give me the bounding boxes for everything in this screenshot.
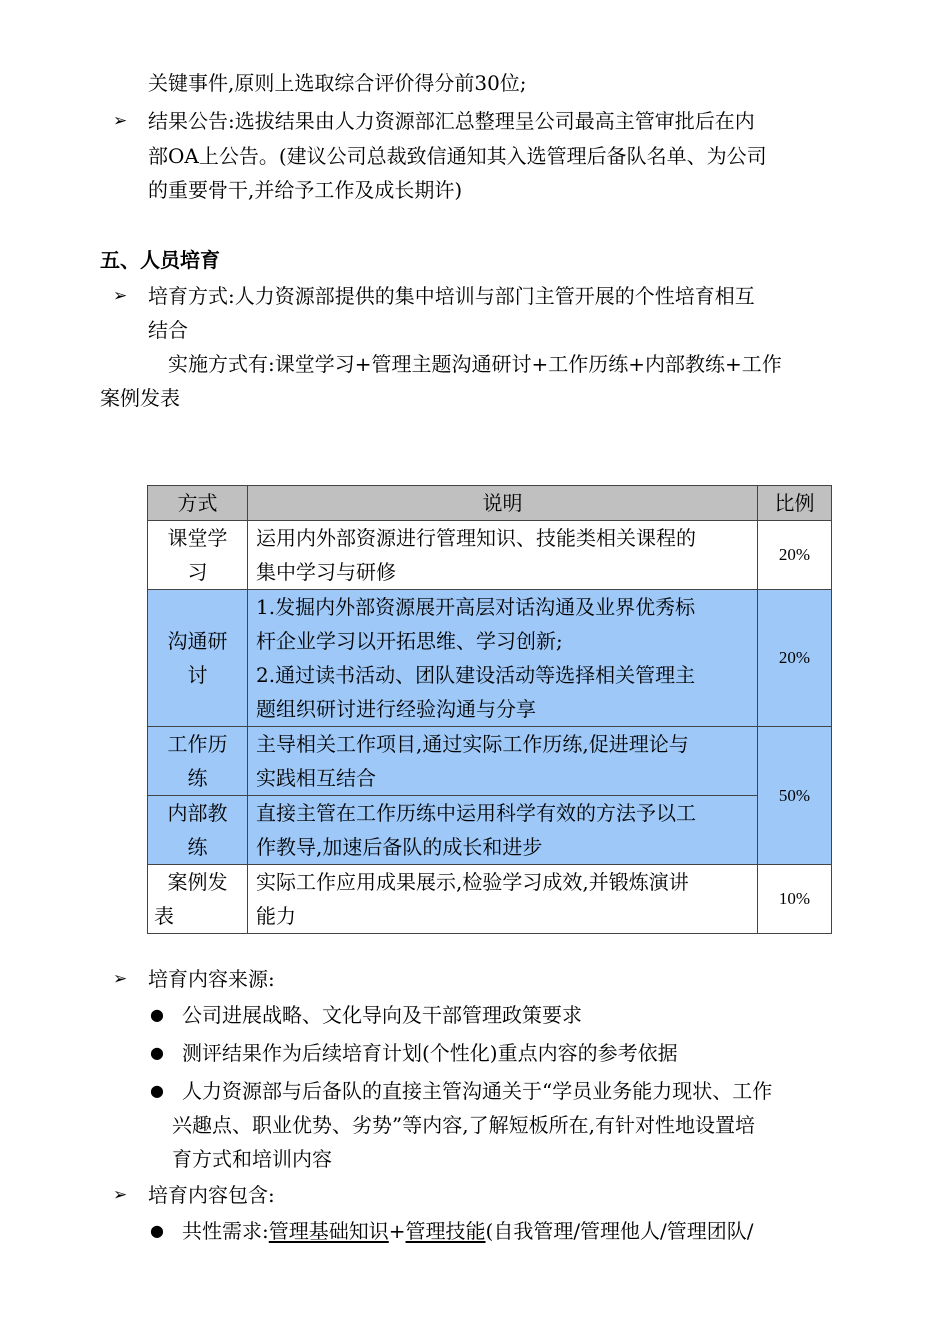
description-cell xyxy=(248,521,758,590)
common-needs-label: 共性需求: xyxy=(182,1219,269,1243)
content-source-title: 培育内容来源: xyxy=(148,967,275,991)
method-cell xyxy=(148,865,248,934)
dot-bullet-icon: ● xyxy=(150,1005,164,1024)
table-row xyxy=(148,521,832,590)
content-source-item-3-line-3: 育方式和培训内容 xyxy=(172,1147,332,1171)
method-text: 练 xyxy=(187,766,208,790)
intro-line: 关键事件,原则上选取综合评价得分前30位; xyxy=(148,71,527,95)
table-row xyxy=(148,590,832,727)
description-text: 实际工作应用成果展示,检验学习成效,并锻炼演讲 xyxy=(256,870,689,894)
training-methods-table xyxy=(147,485,832,934)
description-text: 2.通过读书活动、团队建设活动等选择相关管理主 xyxy=(256,663,696,687)
implementation-line-2: 案例发表 xyxy=(100,386,180,410)
method-text: 沟通研 xyxy=(167,629,228,653)
table-header-row xyxy=(148,486,832,521)
plus-sign: + xyxy=(388,1219,406,1243)
method-text: 表 xyxy=(154,904,174,928)
description-text: 作教导,加速后备队的成长和进步 xyxy=(256,835,543,859)
dot-bullet-icon: ● xyxy=(150,1043,164,1062)
table-row xyxy=(148,727,832,796)
common-needs-suffix: (自我管理/管理他人/管理团队/ xyxy=(485,1219,754,1243)
method-cell xyxy=(148,521,248,590)
section-heading: 五、人员培育 xyxy=(100,248,220,272)
arrow-bullet-icon: ➢ xyxy=(113,969,128,989)
header-method: 方式 xyxy=(148,486,248,521)
training-method-line-2: 结合 xyxy=(148,318,188,342)
description-text: 集中学习与研修 xyxy=(256,560,396,584)
method-text: 工作历 xyxy=(167,732,228,756)
content-includes-item-1 xyxy=(182,1214,754,1248)
method-text: 讨 xyxy=(187,663,208,687)
header-ratio: 比例 xyxy=(758,486,832,521)
management-basics-link: 管理基础知识 xyxy=(268,1219,389,1243)
description-text: 直接主管在工作历练中运用科学有效的方法予以工 xyxy=(256,801,696,825)
dot-bullet-icon: ● xyxy=(150,1221,164,1240)
content-source-item-2: 测评结果作为后续培育计划(个性化)重点内容的参考依据 xyxy=(182,1041,678,1065)
table-row xyxy=(148,865,832,934)
method-cell xyxy=(148,590,248,727)
content-includes-title: 培育内容包含: xyxy=(148,1183,275,1207)
result-announcement-line-3: 的重要骨干,并给予工作及成长期许) xyxy=(148,178,463,202)
method-text: 案例发 xyxy=(167,870,228,894)
description-cell xyxy=(248,796,758,865)
management-skills-link: 管理技能 xyxy=(405,1219,486,1243)
training-method-line-1: 培育方式:人力资源部提供的集中培训与部门主管开展的个性培育相互 xyxy=(148,284,755,308)
method-cell xyxy=(148,727,248,796)
ratio-cell: 10% xyxy=(758,865,832,934)
content-source-item-1: 公司进展战略、文化导向及干部管理政策要求 xyxy=(182,1003,582,1027)
description-text: 1.发掘内外部资源展开高层对话沟通及业界优秀标 xyxy=(256,595,696,619)
dot-bullet-icon: ● xyxy=(150,1081,164,1100)
ratio-cell: 20% xyxy=(758,521,832,590)
ratio-cell: 50% xyxy=(758,727,832,865)
description-text: 主导相关工作项目,通过实际工作历练,促进理论与 xyxy=(256,732,689,756)
description-text: 能力 xyxy=(256,904,296,928)
description-text: 实践相互结合 xyxy=(256,766,376,790)
description-text: 杆企业学习以开拓思维、学习创新; xyxy=(256,629,563,653)
ratio-cell: 20% xyxy=(758,590,832,727)
implementation-line-1: 实施方式有:课堂学习+管理主题沟通研讨+工作历练+内部教练+工作 xyxy=(168,352,782,376)
method-text: 习 xyxy=(187,560,208,584)
description-cell xyxy=(248,865,758,934)
description-cell xyxy=(248,590,758,727)
header-description: 说明 xyxy=(248,486,758,521)
result-announcement-line-1: 结果公告:选拔结果由人力资源部汇总整理呈公司最高主管审批后在内 xyxy=(148,109,755,133)
content-source-item-3-line-1: 人力资源部与后备队的直接主管沟通关于“学员业务能力现状、工作 xyxy=(182,1079,773,1103)
description-text: 运用内外部资源进行管理知识、技能类相关课程的 xyxy=(256,526,696,550)
description-cell xyxy=(248,727,758,796)
method-text: 课堂学 xyxy=(167,526,228,550)
method-text: 练 xyxy=(187,835,208,859)
arrow-bullet-icon: ➢ xyxy=(113,286,128,306)
content-source-item-3-line-2: 兴趣点、职业优势、劣势”等内容,了解短板所在,有针对性地设置培 xyxy=(172,1113,755,1137)
method-cell xyxy=(148,796,248,865)
arrow-bullet-icon: ➢ xyxy=(113,1185,128,1205)
description-text: 题组织研讨进行经验沟通与分享 xyxy=(256,697,536,721)
method-text: 内部教 xyxy=(167,801,228,825)
arrow-bullet-icon: ➢ xyxy=(113,111,128,131)
result-announcement-line-2: 部OA上公告。(建议公司总裁致信通知其入选管理后备队名单、为公司 xyxy=(148,144,767,168)
table-row xyxy=(148,796,832,865)
